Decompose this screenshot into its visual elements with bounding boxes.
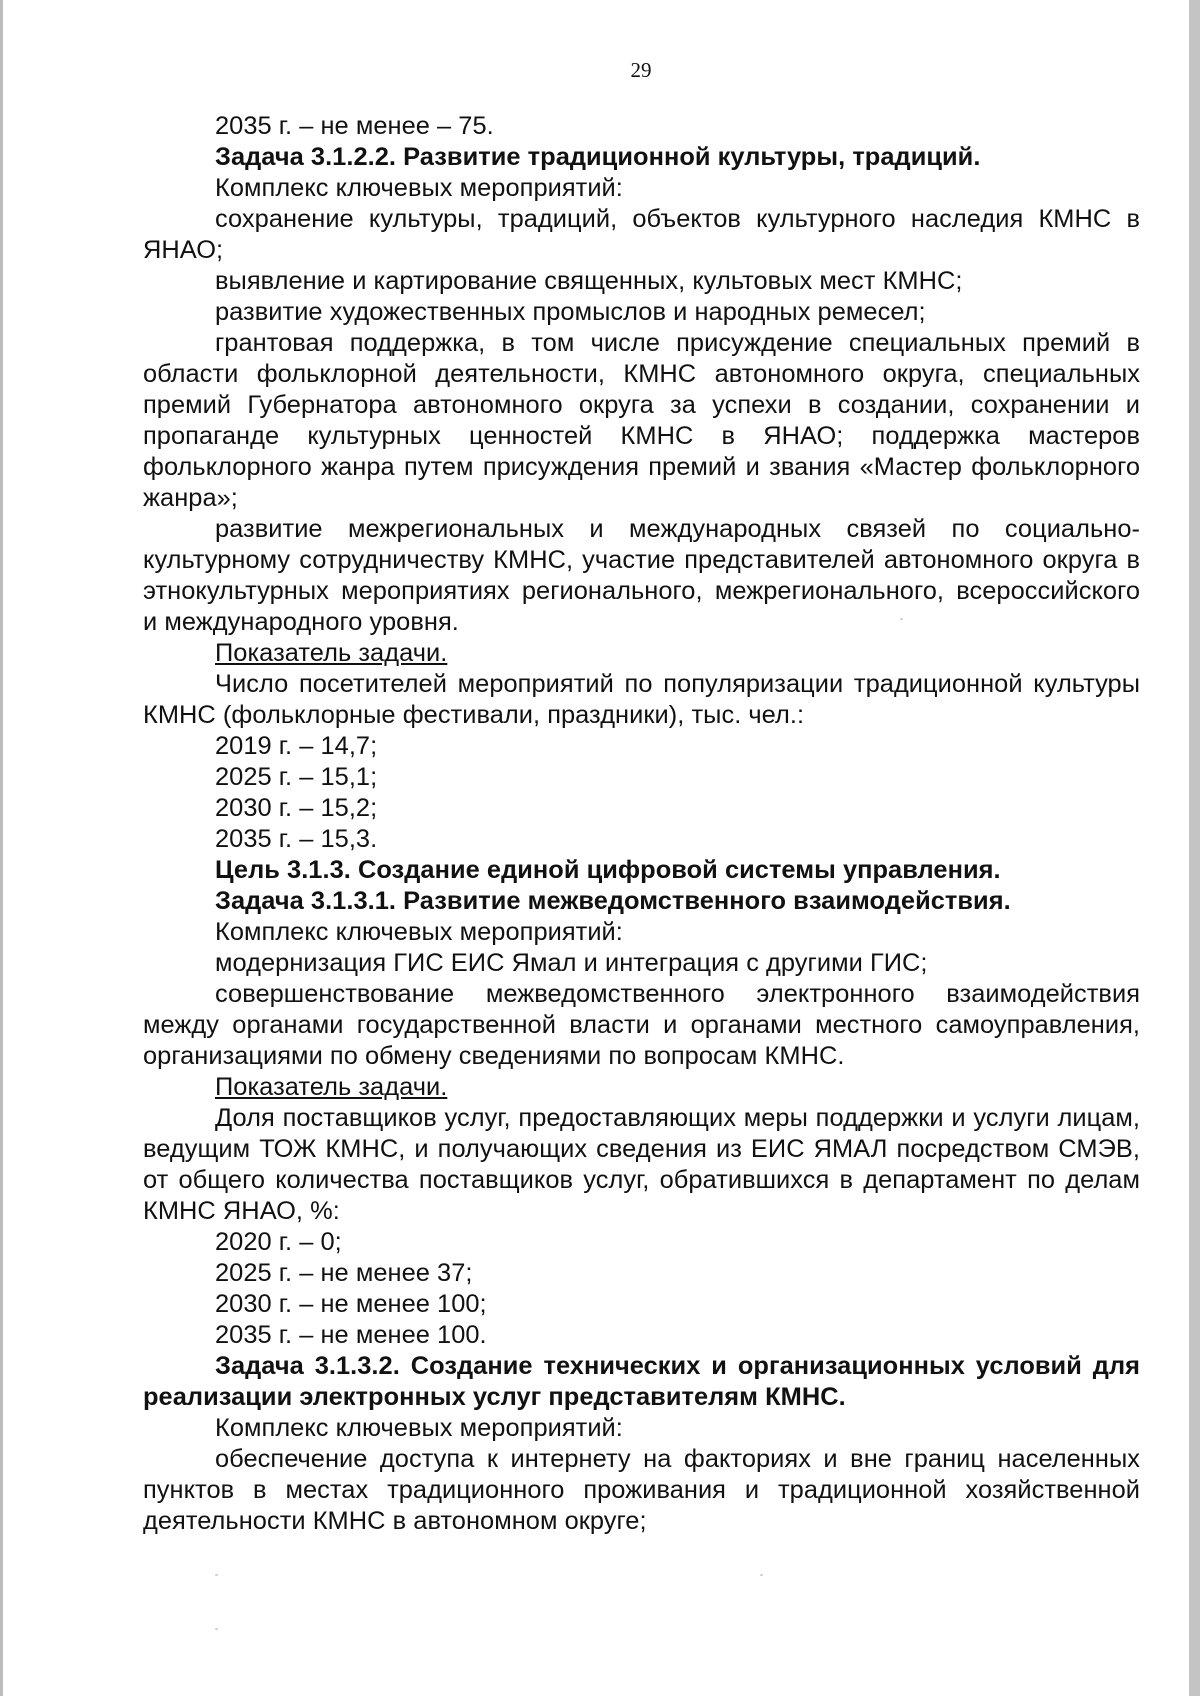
task-heading: Задача 3.1.3.2. Создание технических и организационных условий для реализации электронных услуг представителям КМНС.: [143, 1352, 1140, 1411]
measures-heading: Комплекс ключевых мероприятий:: [215, 174, 623, 202]
scan-speck: [215, 1574, 218, 1576]
scan-speck: [215, 1628, 218, 1630]
task-heading: Задача 3.1.2.2. Развитие традиционной культуры, традиций.: [215, 143, 981, 171]
indicator-description: Число посетителей мероприятий по популяризации традиционной культуры КМНС (фольклорные фестивали, праздники), тыс. чел.:: [143, 670, 1140, 729]
target-value-line: 2025 г. – 15,1;: [215, 763, 378, 791]
target-value-line: 2019 г. – 14,7;: [215, 732, 378, 760]
target-value-line: 2035 г. – не менее – 75.: [215, 112, 494, 140]
measure-item: развитие художественных промыслов и народных ремесел;: [215, 298, 926, 326]
target-value-line: 2035 г. – 15,3.: [215, 825, 378, 853]
measure-item: грантовая поддержка, в том числе присуждение специальных премий в области фольклорной деятельности, КМНС автономного округа, специальных премий Губернатора автономного округа за успехи в создании, сохранении и пропаганде культурных ценностей КМНС в ЯНАО; поддержка мастеров фольклорного жанра путем присуждения премий и звания «Мастер фольклорного жанра»;: [143, 329, 1140, 512]
indicator-heading: Показатель задачи.: [215, 639, 448, 667]
scan-speck: [900, 618, 903, 620]
measure-item: выявление и картирование священных, культовых мест КМНС;: [215, 267, 963, 295]
measures-heading: Комплекс ключевых мероприятий:: [215, 918, 623, 946]
measure-item: обеспечение доступа к интернету на факториях и вне границ населенных пунктов в местах традиционного проживания и традиционной хозяйственной деятельности КМНС в автономном округе;: [143, 1445, 1140, 1535]
scan-right-edge: [1189, 0, 1200, 1696]
target-value-line: 2030 г. – не менее 100;: [215, 1290, 487, 1318]
scan-speck: [760, 1574, 763, 1576]
measure-item: модернизация ГИС ЕИС Ямал и интеграция с другими ГИС;: [215, 949, 928, 977]
task-heading: Задача 3.1.3.1. Развитие межведомственного взаимодействия.: [215, 887, 1011, 915]
measure-item: совершенствование межведомственного электронного взаимодействия между органами государственной власти и органами местного самоуправления, организациями по обмену сведениями по вопросам КМНС.: [143, 980, 1140, 1070]
page-number: 29: [630, 58, 652, 82]
target-value-line: 2035 г. – не менее 100.: [215, 1321, 487, 1349]
goal-heading: Цель 3.1.3. Создание единой цифровой системы управления.: [215, 856, 1001, 884]
target-value-line: 2030 г. – 15,2;: [215, 794, 378, 822]
document-body: [143, 111, 1140, 1537]
indicator-heading: Показатель задачи.: [215, 1073, 448, 1101]
target-value-line: 2025 г. – не менее 37;: [215, 1259, 473, 1287]
measures-heading: Комплекс ключевых мероприятий:: [215, 1414, 623, 1442]
indicator-description: Доля поставщиков услуг, предоставляющих меры поддержки и услуги лицам, ведущим ТОЖ КМНС, и получающих сведения из ЕИС ЯМАЛ посредством СМЭВ, от общего количества поставщиков услуг, обратившихся в департамент по делам КМНС ЯНАО, %:: [143, 1104, 1140, 1225]
target-value-line: 2020 г. – 0;: [215, 1228, 342, 1256]
measure-item: сохранение культуры, традиций, объектов культурного наследия КМНС в ЯНАО;: [143, 205, 1140, 264]
measure-item: развитие межрегиональных и международных связей по социально-культурному сотрудничеству КМНС, участие представителей автономного округа в этнокультурных мероприятиях регионального, межрегионального, всероссийского и международного уровня.: [143, 515, 1140, 636]
scan-left-edge: [0, 0, 3, 1696]
